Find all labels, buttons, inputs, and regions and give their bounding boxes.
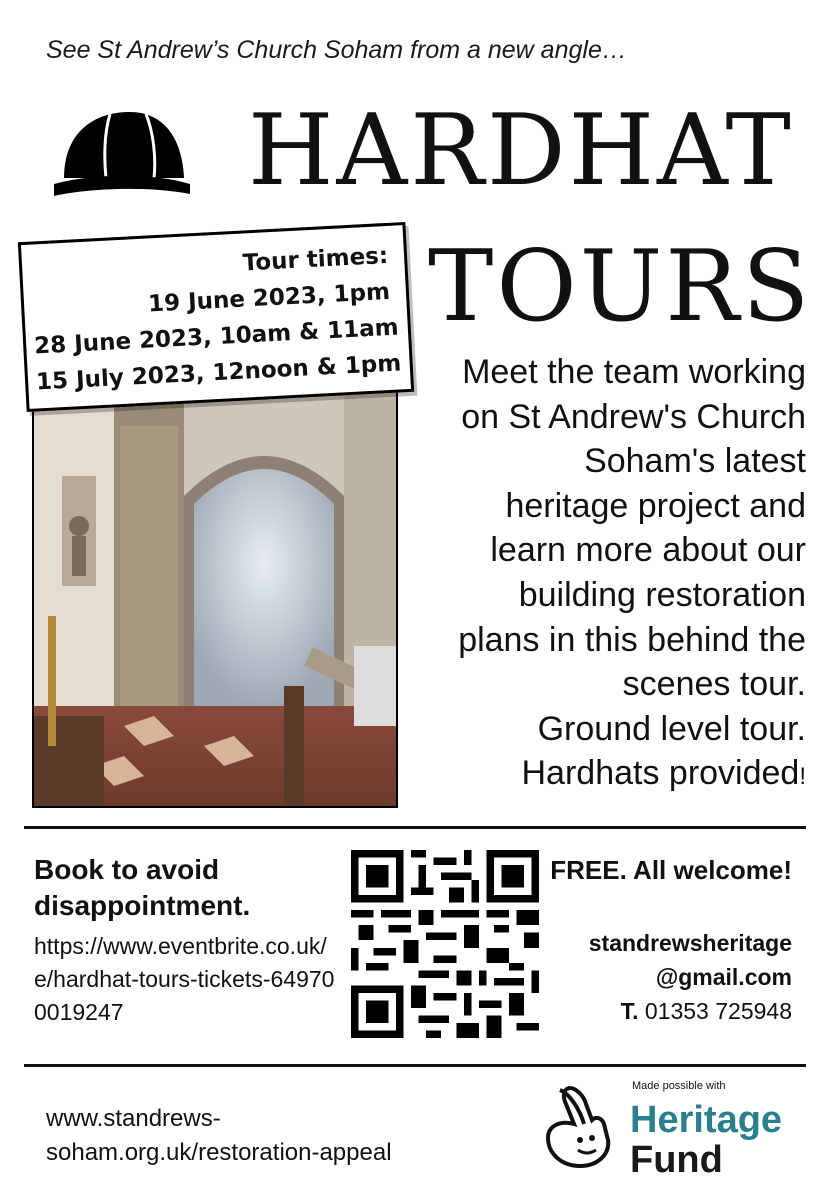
description-line: learn more about our bbox=[490, 531, 806, 570]
contact-email[interactable]: standrewsheritage @gmail.com bbox=[588, 930, 792, 990]
booking-link[interactable]: https://www.eventbrite.co.uk/e/hardhat-tours-tickets-649700019247 bbox=[34, 933, 335, 1025]
crossed-fingers-logo-icon bbox=[540, 1080, 626, 1172]
description-line: Soham's latest bbox=[584, 442, 806, 481]
title-hardhat: HARDHAT bbox=[248, 94, 794, 208]
fund-logo-text: Fund bbox=[630, 1139, 723, 1181]
description-line: on St Andrew's Church bbox=[461, 397, 806, 436]
description-line: Ground level tour. bbox=[537, 709, 806, 748]
tour-times-box bbox=[18, 222, 414, 412]
divider-bottom bbox=[24, 1064, 806, 1067]
qr-code[interactable] bbox=[351, 850, 539, 1038]
tagline: See St Andrew’s Church Soham from a new angle… bbox=[46, 36, 627, 64]
description-line: scenes tour. bbox=[622, 665, 806, 704]
description-line: building restoration bbox=[518, 575, 806, 614]
booking-heading: Book to avoid disappointment. bbox=[34, 854, 251, 921]
tour-times-heading: Tour times: bbox=[242, 242, 389, 277]
made-possible-text: Made possible with bbox=[632, 1080, 726, 1092]
tour-date: 28 June 2023, 10am & 11am bbox=[33, 314, 400, 360]
heritage-fund-logo-text: Heritage bbox=[630, 1099, 783, 1141]
contact-phone: T. 01353 725948 bbox=[620, 998, 792, 1024]
description-line: heritage project and bbox=[505, 486, 806, 525]
tour-description bbox=[416, 350, 806, 800]
divider-top bbox=[24, 826, 806, 829]
description-line: Meet the team working bbox=[462, 353, 806, 391]
appeal-website-link[interactable]: www.standrews- soham.org.uk/restoration-appeal bbox=[46, 1105, 392, 1166]
title-tours: TOURS bbox=[428, 230, 813, 344]
description-line: plans in this behind the bbox=[458, 620, 806, 659]
description-last-line: Hardhats provided! bbox=[521, 754, 806, 793]
hardhat-icon bbox=[50, 104, 192, 204]
free-welcome: FREE. All welcome! bbox=[550, 855, 792, 885]
church-interior-photo bbox=[32, 384, 398, 808]
tour-date: 15 July 2023, 12noon & 1pm bbox=[35, 350, 402, 396]
tour-date: 19 June 2023, 1pm bbox=[147, 278, 391, 318]
